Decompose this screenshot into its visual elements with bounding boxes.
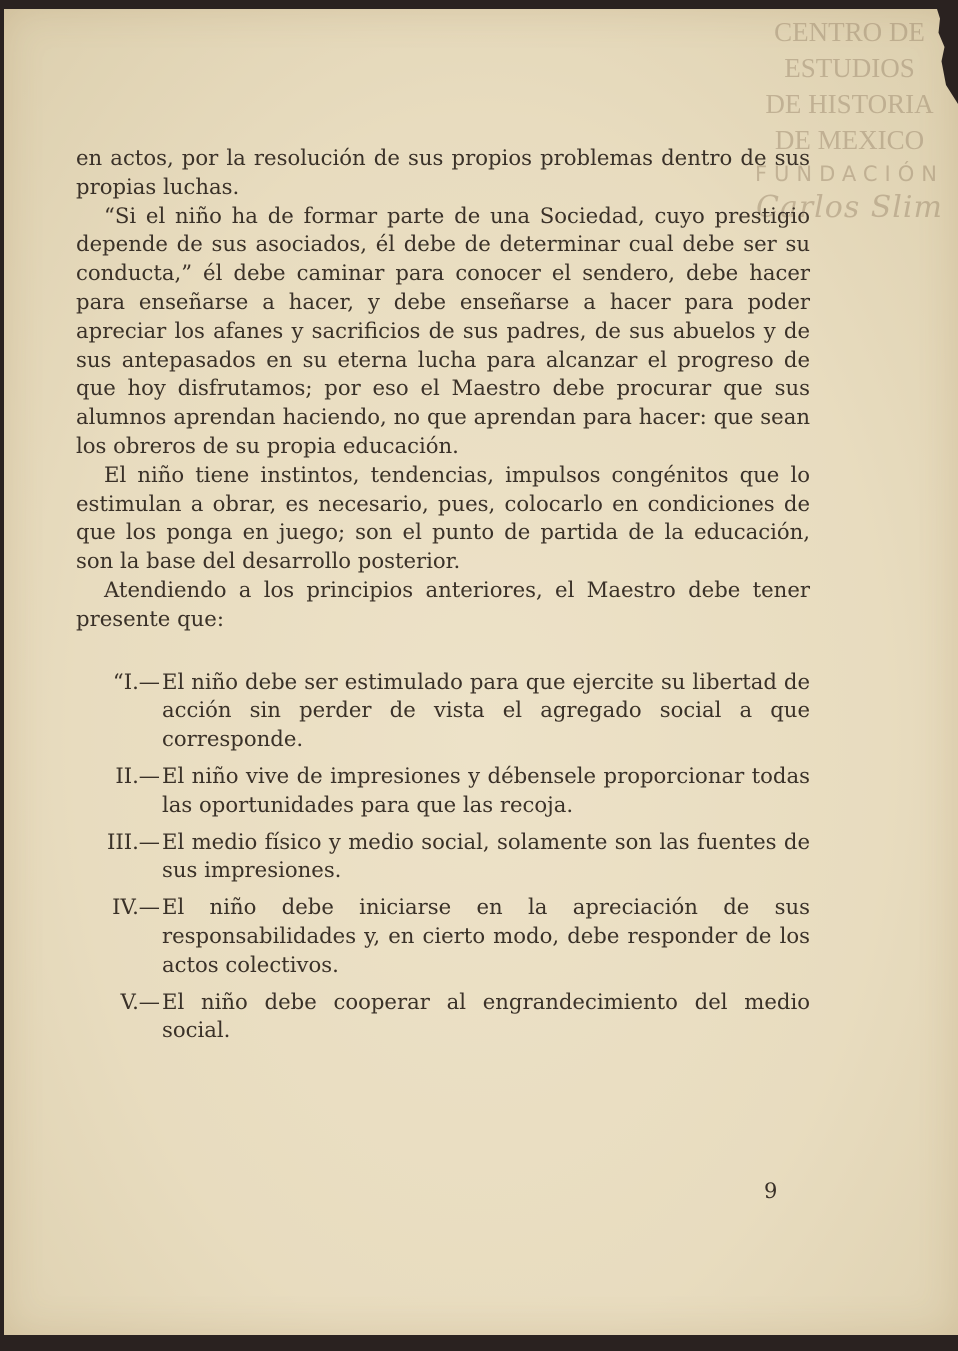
list-item-text: El niño vive de impresiones y débensele proporcionar todas las oportunidades para que las recoja. (162, 762, 810, 817)
watermark-line: ESTUDIOS (784, 53, 915, 83)
list-item-number: V.— (120, 988, 160, 1014)
watermark-line: DE HISTORIA (765, 89, 934, 119)
list-item-number: II.— (115, 762, 160, 788)
list-item-number: “I.— (112, 668, 160, 694)
watermark-line: DE MEXICO (774, 125, 925, 155)
page-body (76, 144, 810, 1045)
list-item (76, 668, 810, 754)
list-item (76, 828, 810, 886)
paragraph: El niño tiene instintos, tendencias, impulsos congénitos que lo estimulan a obrar, es necesario, pues, colocarlo en condiciones de que los ponga en juego; son el punto de partida de la educación, son la base del desarrollo posterior. (76, 461, 810, 574)
watermark-foundation: FUNDACIÓN (754, 162, 944, 186)
list-item-text: El medio físico y medio social, solamente son las fuentes de sus impresiones. (162, 828, 810, 883)
paragraph: “Si el niño ha de formar parte de una Sociedad, cuyo prestigio depende de sus asociados, él debe de determinar cual debe ser su conducta,” él debe caminar para conocer el sendero, debe hacer para enseñarse a hacer, y debe enseñarse a hacer para poder apreciar los afanes y sacrificios de sus padres, de sus abuelos y de sus antepasados en su eterna lucha para alcanzar el progreso de que hoy disfrutamos; por eso el Maestro debe procurar que sus alumnos aprendan haciendo, no que aprendan para hacer: que sean los obreros de su propia educación. (76, 202, 810, 458)
list-item (76, 762, 810, 820)
list-item-number: IV.— (112, 894, 160, 920)
page-number: 9 (764, 1179, 778, 1203)
paragraph: Atendiendo a los principios anteriores, el Maestro debe tener presente que: (76, 576, 810, 631)
list-item-text: El niño debe ser estimulado para que ejercite su libertad de acción sin perder de vista el agregado social a que corresponde. (162, 668, 810, 752)
watermark-line: CENTRO DE (774, 17, 925, 47)
watermark-signature: Carlos Slim (755, 190, 943, 225)
list-item-text: El niño debe iniciarse en la apreciación de sus responsabilidades y, en cierto modo, debe responder de los actos colectivos. (162, 894, 810, 977)
paragraph: en actos, por la resolución de sus propios problemas dentro de sus propias luchas. (76, 145, 810, 199)
list-item (76, 988, 810, 1046)
list-item (76, 893, 810, 979)
book-page (4, 9, 958, 1335)
list-item-text: El niño debe cooperar al engrandecimiento del medio social. (162, 988, 810, 1043)
list-item-number: III.— (106, 828, 160, 854)
